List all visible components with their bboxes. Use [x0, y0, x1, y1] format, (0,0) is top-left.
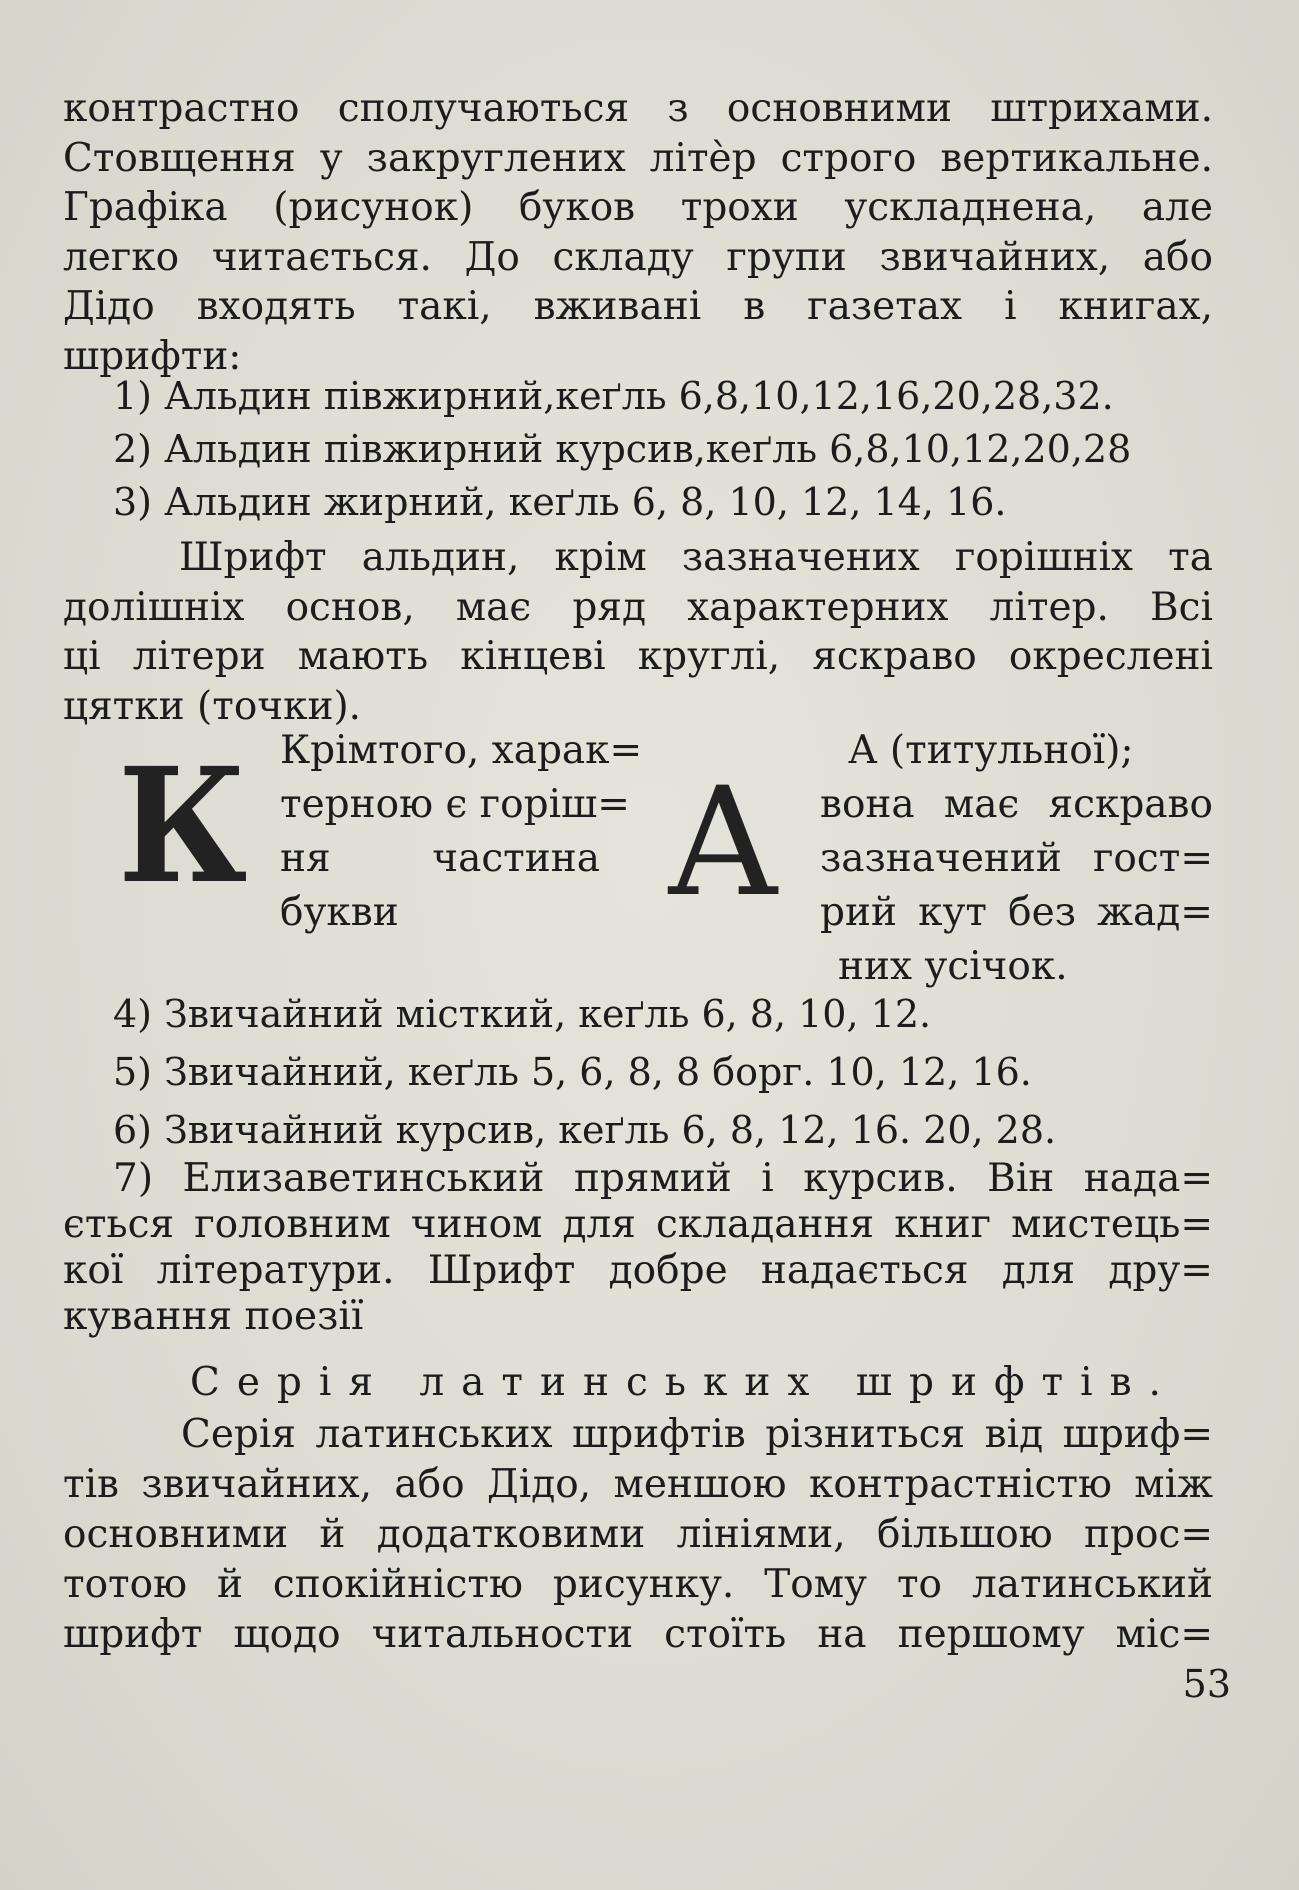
- text-line: терною є горіш=: [280, 782, 630, 827]
- item-7-paragraph: [63, 1156, 1213, 1340]
- specimen-right-column: [820, 724, 1213, 994]
- specimen-left-column: [280, 724, 643, 940]
- text-line: легко читається. До складу групи звичайних, або: [63, 234, 1213, 280]
- text-line: Стовщення у закруглених літèр строго вертикальне.: [63, 135, 1213, 181]
- text-line: тів звичайних, або Дідо, меншою контрастністю між: [63, 1462, 1213, 1507]
- text-line: долішніх основ, має ряд характерних літер. Всі: [63, 584, 1213, 630]
- text-line: рий кут без жад=: [820, 890, 1213, 935]
- text-line: основними й додатковими лініями, більшою прос=: [63, 1512, 1213, 1557]
- text-line: кої літератури. Шрифт добре надається для дру=: [63, 1248, 1213, 1293]
- font-list-aldine: [63, 370, 1213, 529]
- list-item: 6) Звичайний курсив, кеґль 6, 8, 12, 16. 20, 28.: [113, 1108, 1057, 1152]
- text-line: букви: [280, 890, 399, 935]
- text-line: Шрифт альдин, крім зазначених горішніх та: [179, 535, 1213, 580]
- text-line: ці літери мають кінцеві круглі, яскраво окреслені: [63, 634, 1213, 679]
- text-line: ня частина: [280, 836, 600, 881]
- font-list-ordinary: [63, 985, 1213, 1159]
- text-line: Крімтого, харак=: [280, 728, 643, 773]
- section-heading: Серія латинських шрифтів.: [190, 1360, 1178, 1405]
- specimen-letter-a: А: [666, 756, 780, 930]
- text-line: них усічок.: [838, 944, 1068, 989]
- text-line: зазначений гост=: [820, 836, 1213, 881]
- list-item: 2) Альдин півжирний курсив,кеґль 6,8,10,12,20,28: [113, 427, 1132, 471]
- text-line: кування поезії: [63, 1294, 364, 1339]
- text-line: цятки (точки).: [63, 683, 362, 729]
- specimen-letter-k: К: [118, 734, 248, 919]
- text-line: вона має яскраво: [820, 782, 1213, 827]
- list-item: 1) Альдин півжирний,кеґль 6,8,10,12,16,20,28,32.: [113, 374, 1114, 418]
- text-line: шрифти:: [63, 333, 242, 379]
- list-item: 3) Альдин жирний, кеґль 6, 8, 10, 12, 14, 16.: [113, 480, 1007, 524]
- text-line: 7) Елизаветинський прямий і курсив. Він нада=: [113, 1156, 1213, 1201]
- page-number: 53: [1182, 1662, 1231, 1706]
- list-item: 5) Звичайний, кеґль 5, 6, 8, 8 борг. 10, 12, 16.: [113, 1050, 1032, 1094]
- text-line: Дідо входять такі, вживані в газетах і книгах,: [63, 284, 1213, 329]
- text-line: ється головним чином для складання книг мистець=: [63, 1202, 1213, 1247]
- second-paragraph: [63, 533, 1213, 731]
- top-paragraph: [63, 84, 1213, 381]
- text-line: Графіка (рисунок) буков трохи ускладнена, але: [63, 185, 1213, 230]
- text-line: шрифт щодо читальности стоїть на першому міс=: [63, 1612, 1213, 1657]
- text-line: контрастно сполучаються з основними штрихами.: [63, 86, 1213, 131]
- list-item: 4) Звичайний місткий, кеґль 6, 8, 10, 12.: [113, 992, 932, 1036]
- text-line: Серія латинських шрифтів різниться від шриф=: [181, 1412, 1213, 1457]
- text-line: тотою й спокійністю рисунку. Тому то латинський: [63, 1562, 1213, 1607]
- text-line: А (титульної);: [848, 728, 1134, 773]
- last-paragraph: [63, 1410, 1213, 1660]
